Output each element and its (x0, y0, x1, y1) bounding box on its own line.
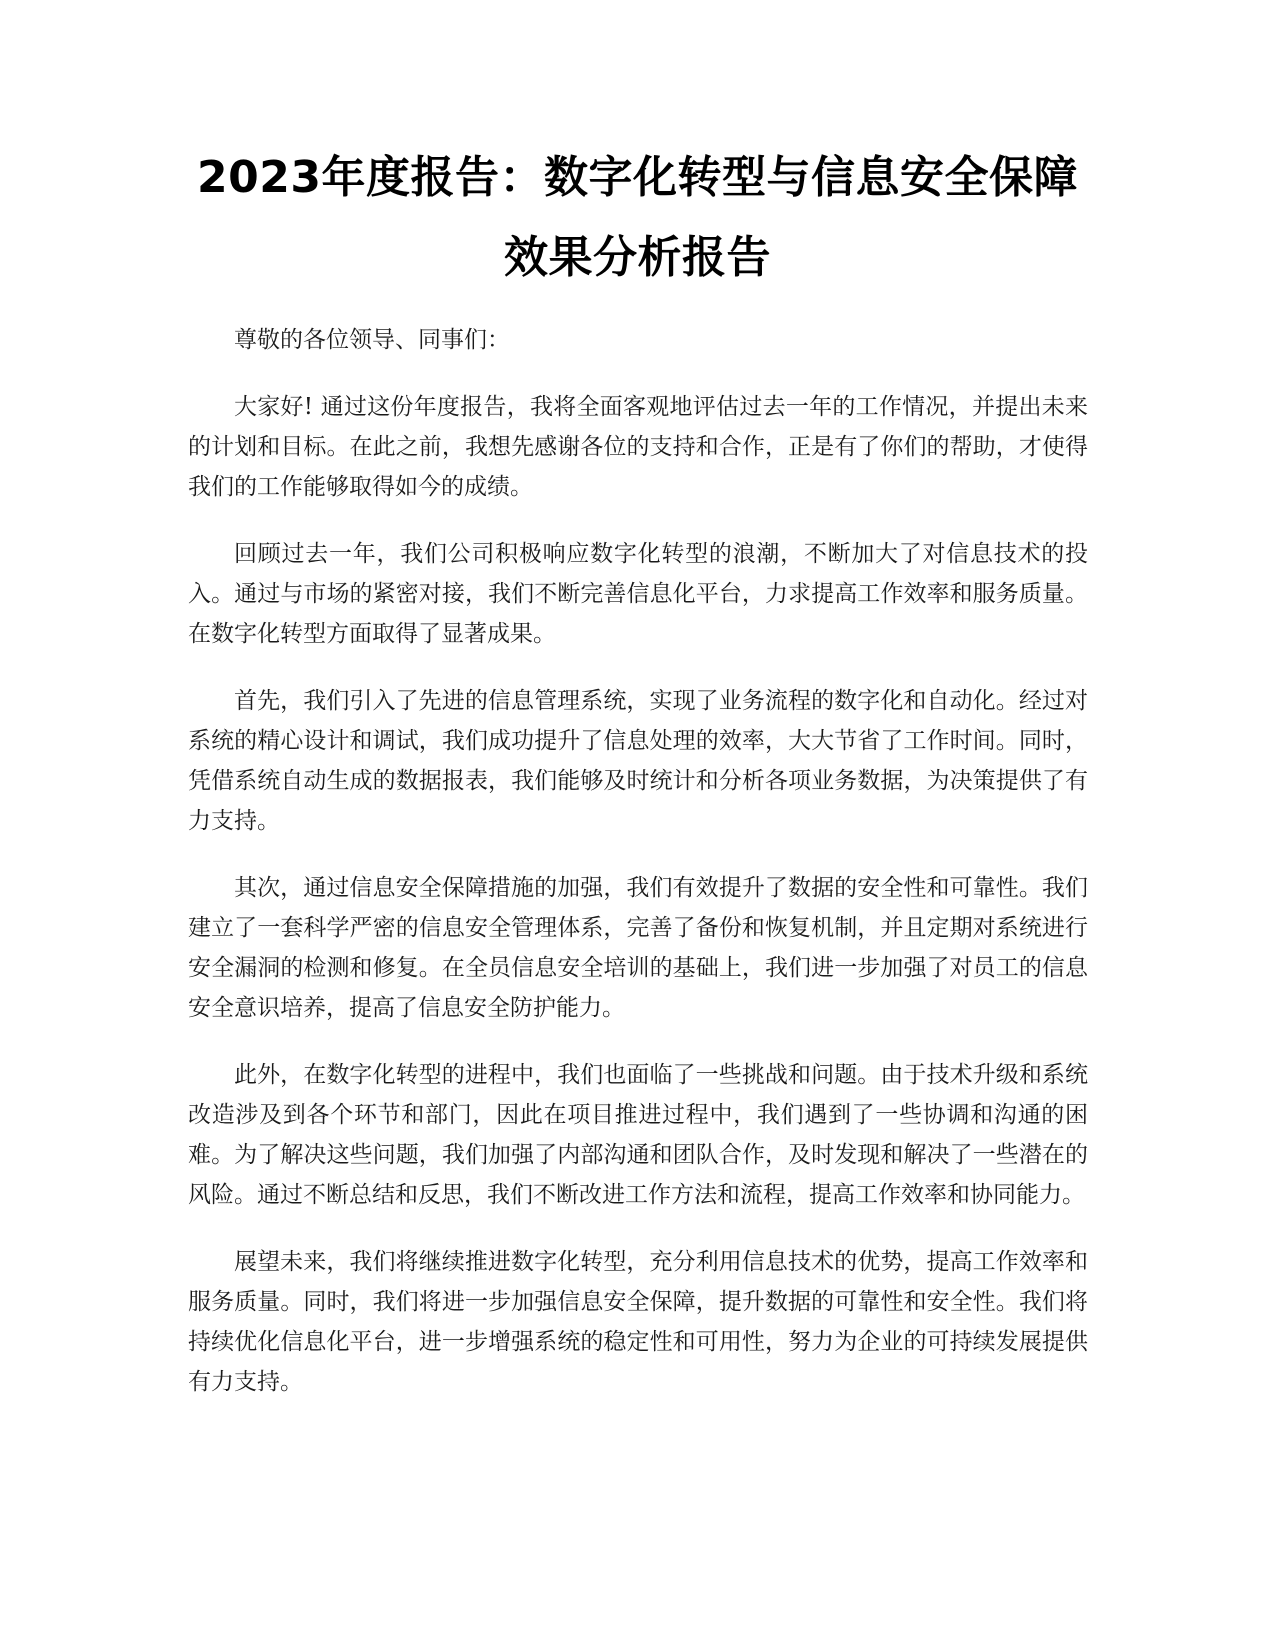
document-body (188, 320, 1088, 1429)
challenges-paragraph: 此外，在数字化转型的进程中，我们也面临了一些挑战和问题。由于技术升级和系统改造涉及到各个环节和部门，因此在项目推进过程中，我们遇到了一些协调和沟通的困难。为了解决这些问题，我们加强了内部沟通和团队合作，及时发现和解决了一些潜在的风险。通过不断总结和反思，我们不断改进工作方法和流程，提高工作效率和协同能力。 (188, 1062, 1088, 1208)
second-point-paragraph: 其次，通过信息安全保障措施的加强，我们有效提升了数据的安全性和可靠性。我们建立了一套科学严密的信息安全管理体系，完善了备份和恢复机制，并且定期对系统进行安全漏洞的检测和修复。在全员信息安全培训的基础上，我们进一步加强了对员工的信息安全意识培养，提高了信息安全防护能力。 (188, 875, 1088, 1021)
review-paragraph: 回顾过去一年，我们公司积极响应数字化转型的浪潮，不断加大了对信息技术的投入。通过与市场的紧密对接，我们不断完善信息化平台，力求提高工作效率和服务质量。在数字化转型方面取得了显著成果。 (188, 541, 1088, 647)
salutation-paragraph: 尊敬的各位领导、同事们： (234, 327, 510, 353)
outlook-paragraph: 展望未来，我们将继续推进数字化转型，充分利用信息技术的优势，提高工作效率和服务质量。同时，我们将进一步加强信息安全保障，提升数据的可靠性和安全性。我们将持续优化信息化平台，进一步增强系统的稳定性和可用性，努力为企业的可持续发展提供有力支持。 (188, 1249, 1088, 1395)
first-point-paragraph: 首先，我们引入了先进的信息管理系统，实现了业务流程的数字化和自动化。经过对系统的精心设计和调试，我们成功提升了信息处理的效率，大大节省了工作时间。同时，凭借系统自动生成的数据报表，我们能够及时统计和分析各项业务数据，为决策提供了有力支持。 (188, 688, 1088, 834)
opening-paragraph: 大家好! 通过这份年度报告，我将全面客观地评估过去一年的工作情况，并提出未来的计划和目标。在此之前，我想先感谢各位的支持和合作，正是有了你们的帮助，才使得我们的工作能够取得如今的成绩。 (188, 394, 1088, 500)
title-line-1: 2023年度报告：数字化转型与信息安全保障 (197, 152, 1078, 203)
document-title (160, 138, 1115, 298)
title-line-2: 效果分析报告 (504, 232, 771, 283)
